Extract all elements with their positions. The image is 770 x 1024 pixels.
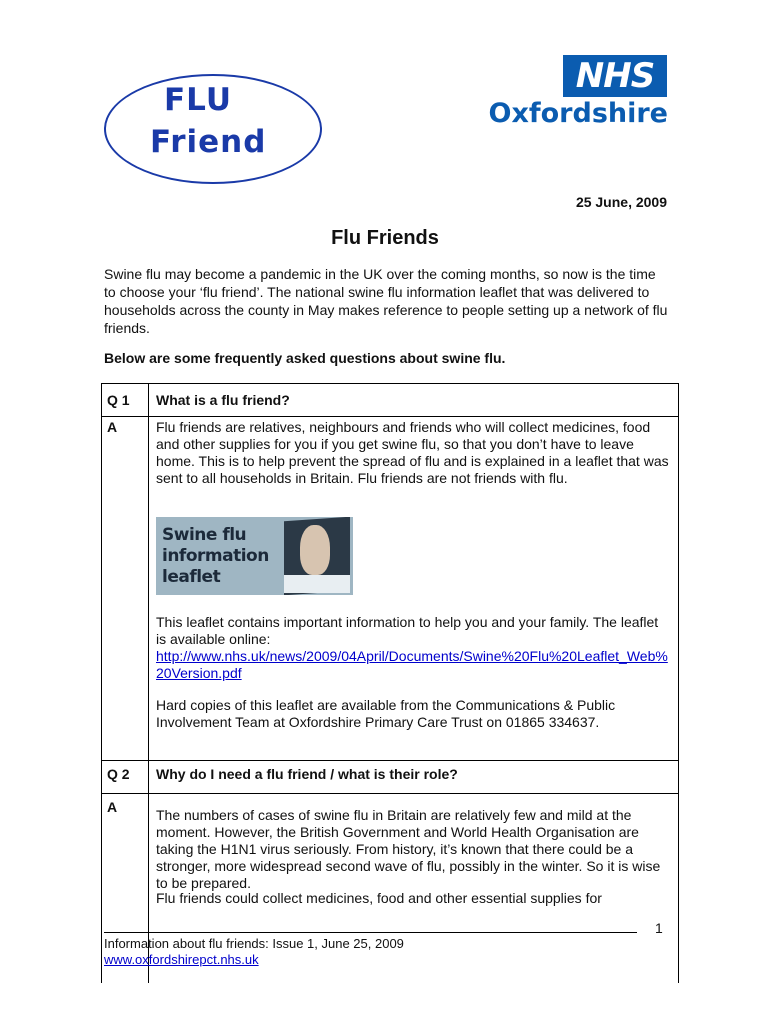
nhs-logo-badge: NHS bbox=[563, 55, 667, 97]
swine-flu-leaflet-image: Swine flu information leaflet bbox=[156, 517, 353, 595]
q1-label: Q 1 bbox=[107, 392, 130, 408]
document-date: 25 June, 2009 bbox=[575, 194, 667, 210]
flu-friend-logo bbox=[104, 74, 322, 184]
footer-issue: Information about flu friends: Issue 1, June 25, 2009 bbox=[104, 936, 404, 951]
flu-logo-line2: Friend bbox=[150, 124, 267, 160]
footer-website-link[interactable]: www.oxfordshirepct.nhs.uk bbox=[104, 952, 259, 967]
page-title: Flu Friends bbox=[331, 227, 439, 249]
q1-question: What is a flu friend? bbox=[156, 392, 290, 408]
leaflet-download-link[interactable]: http://www.nhs.uk/news/2009/04April/Documents/Swine%20Flu%20Leaflet_Web%20Version.pdf bbox=[156, 648, 668, 681]
nhs-org-name: Oxfordshire bbox=[488, 98, 668, 129]
faq-heading: Below are some frequently asked questions about swine flu. bbox=[104, 350, 506, 366]
footer bbox=[104, 936, 404, 968]
a1-hardcopy-info: Hard copies of this leaflet are available from the Communications & Public Involvement Team at Oxfordshire Primary Care Trust on 01865 334637. bbox=[156, 697, 616, 730]
q2-question: Why do I need a flu friend / what is their role? bbox=[156, 766, 458, 782]
footer-rule bbox=[104, 932, 637, 933]
flu-logo-line1: FLU bbox=[164, 82, 232, 118]
a1-answer: Flu friends are relatives, neighbours and friends who will collect medicines, food and other supplies for you if you get swine flu, so that you don’t have to leave home. This is to help prevent the spread of flu and is explained in a leaflet that was sent to all households in Britain. Flu friends are not friends with flu. bbox=[156, 419, 669, 486]
q2-label: Q 2 bbox=[107, 766, 130, 782]
table-row-divider bbox=[101, 793, 679, 794]
a2-answer: The numbers of cases of swine flu in Britain are relatively few and mild at the moment. However, the British Government and World Health Organisation are taking the H1N1 virus seriously. From history, it’s known that there could be a stronger, more widespread second wave of flu, possibly in the winter. So it is wise to be prepared. bbox=[156, 807, 661, 891]
table-row-divider bbox=[101, 416, 679, 417]
a2-answer-continued: Flu friends could collect medicines, food and other essential supplies for bbox=[156, 890, 602, 906]
intro-paragraph: Swine flu may become a pandemic in the UK over the coming months, so now is the time to choose your ‘flu friend’. The national swine flu information leaflet that was delivered to households across the county in May makes reference to people setting up a network of flu friends. bbox=[104, 266, 668, 336]
table-column-divider bbox=[148, 383, 149, 983]
a1-leaflet-info: This leaflet contains important information to help you and your family. The leaflet is available online: bbox=[156, 614, 659, 647]
a1-label: A bbox=[107, 419, 118, 435]
table-row-divider bbox=[101, 760, 679, 761]
page-number: 1 bbox=[655, 920, 663, 936]
a2-label: A bbox=[107, 799, 118, 815]
